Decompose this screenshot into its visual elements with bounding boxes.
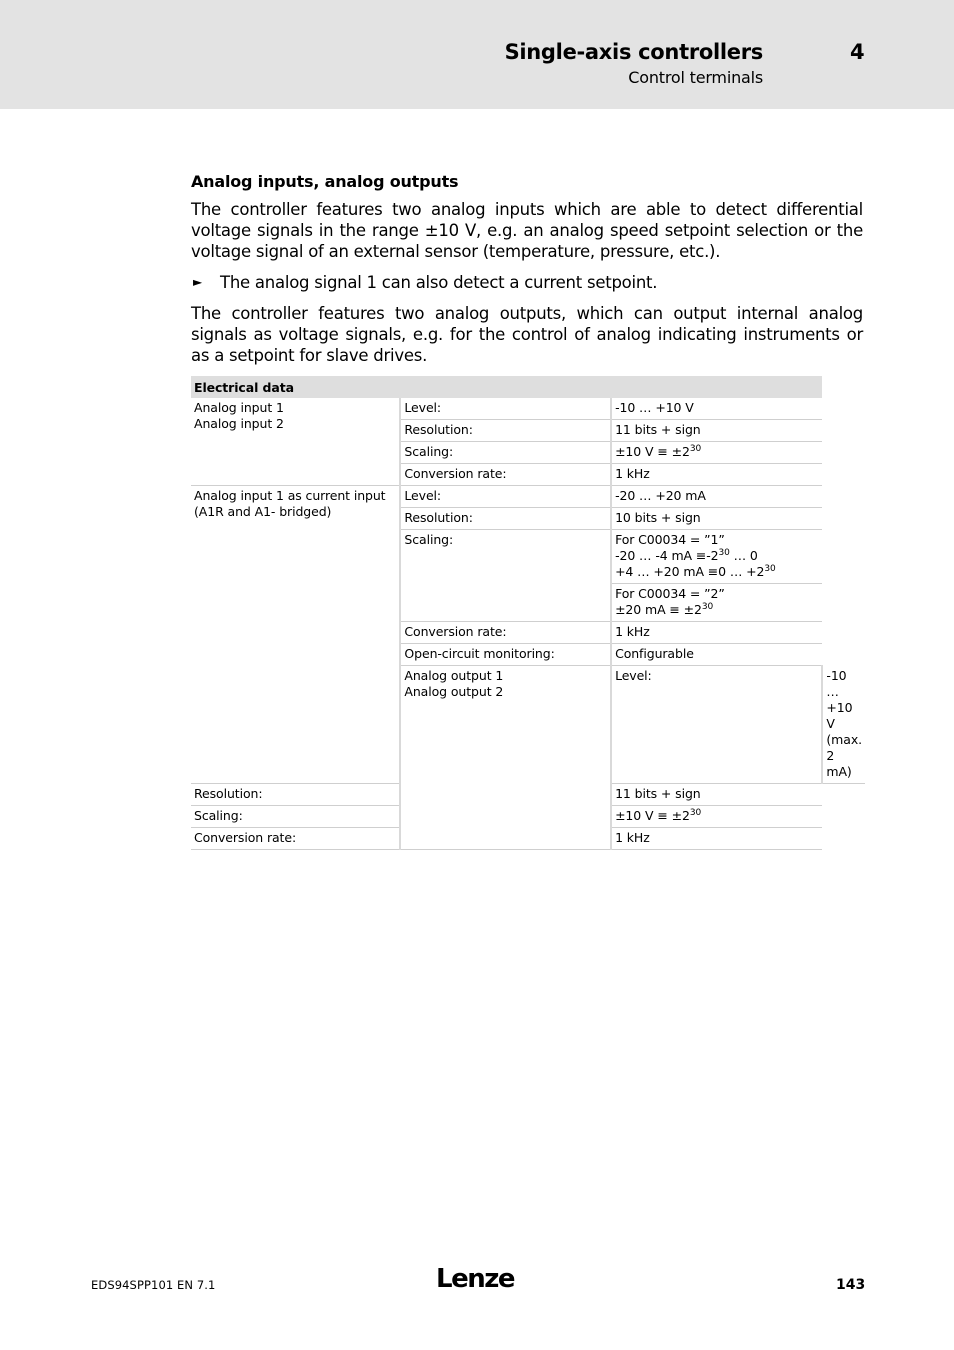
scaling-text: … 0 [729, 548, 758, 563]
param-label: Scaling: [400, 442, 611, 464]
paragraph-analog-inputs: The controller features two analog inputs which are able to detect differential voltage signals in the range ±10 V, e.g. an analog speed setpoint selection or the voltage signal of an external sensor (temperature, pressure, etc.). [191, 200, 863, 261]
scaling-text: ±10 V ≡ ±2 [615, 444, 690, 459]
param-value: 11 bits + sign [611, 783, 822, 805]
table-header: Electrical data [191, 376, 822, 398]
scaling-line: For C00034 = ”1” [615, 532, 725, 547]
param-label: Resolution: [400, 420, 611, 442]
param-value: -20 … +20 mA [611, 486, 822, 508]
exponent: 30 [764, 564, 776, 574]
section-heading: Analog inputs, analog outputs [191, 172, 459, 191]
bullet-arrow-icon: ► [193, 275, 202, 289]
param-value: 1 kHz [611, 464, 822, 486]
scaling-line [615, 564, 819, 580]
group-current-input [191, 486, 400, 784]
main-content [191, 172, 863, 376]
bullet-text: The analog signal 1 can also detect a current setpoint. [220, 273, 658, 292]
param-label: Conversion rate: [400, 464, 611, 486]
param-value: 11 bits + sign [611, 420, 822, 442]
group-name: (A1R and A1- bridged) [194, 504, 332, 519]
page-header [0, 0, 954, 109]
scaling-text: -20 … -4 mA ≡-2 [615, 548, 719, 563]
scaling-line: For C00034 = ”2” [615, 586, 725, 601]
param-value [611, 530, 822, 584]
exponent: 30 [689, 807, 702, 818]
param-value: 1 kHz [611, 827, 822, 849]
param-label: Scaling: [191, 805, 400, 827]
group-analog-outputs [400, 666, 611, 850]
exponent: 30 [701, 602, 714, 612]
param-value [822, 666, 865, 784]
param-label: Open-circuit monitoring: [400, 644, 611, 666]
scaling-line [615, 602, 819, 618]
document-id: EDS94SPP101 EN 7.1 [91, 1278, 216, 1292]
param-value [611, 584, 822, 622]
chapter-subtitle: Control terminals [628, 68, 763, 87]
param-value [611, 442, 822, 464]
level-line: (max. 2 mA) [826, 731, 862, 779]
lenze-logo: Lenze [436, 1264, 514, 1294]
param-label: Conversion rate: [191, 827, 400, 849]
scaling-text: ±20 mA ≡ ±2 [615, 602, 702, 617]
param-value: Configurable [611, 644, 822, 666]
bullet-item [191, 272, 863, 293]
table-header-row [191, 376, 865, 398]
param-label: Level: [611, 666, 822, 784]
page-number: 143 [836, 1277, 866, 1293]
table-row [191, 398, 865, 420]
scaling-text: ±10 V ≡ ±2 [615, 807, 690, 823]
param-label: Scaling: [400, 530, 611, 622]
param-label: Conversion rate: [400, 622, 611, 644]
chapter-number: 4 [850, 40, 865, 64]
param-label: Resolution: [191, 783, 400, 805]
param-value [611, 805, 822, 827]
param-value: -10 … +10 V [611, 398, 822, 420]
param-label: Level: [400, 486, 611, 508]
group-name: Analog input 2 [194, 416, 284, 431]
group-name: Analog output 1 [404, 668, 504, 683]
group-name: Analog input 1 as current input [194, 488, 386, 503]
paragraph-analog-outputs: The controller features two analog outputs, which can output internal analog signals as voltage signals, e.g. for the control of analog indicating instruments or as a setpoint for slave drives. [191, 304, 863, 365]
table-row [191, 486, 865, 508]
electrical-data-table [191, 376, 865, 850]
param-label: Level: [400, 398, 611, 420]
scaling-line [615, 548, 819, 564]
group-name: Analog output 2 [404, 684, 504, 699]
scaling-text: +4 … +20 mA ≡0 … +2 [615, 564, 765, 579]
param-value: 1 kHz [611, 622, 822, 644]
param-value: 10 bits + sign [611, 508, 822, 530]
exponent: 30 [718, 548, 730, 558]
group-analog-inputs [191, 398, 400, 486]
param-label: Resolution: [400, 508, 611, 530]
level-line: -10 … +10 V [826, 667, 853, 731]
exponent: 30 [689, 444, 702, 454]
group-name: Analog input 1 [194, 400, 284, 415]
chapter-title: Single-axis controllers [504, 40, 763, 64]
